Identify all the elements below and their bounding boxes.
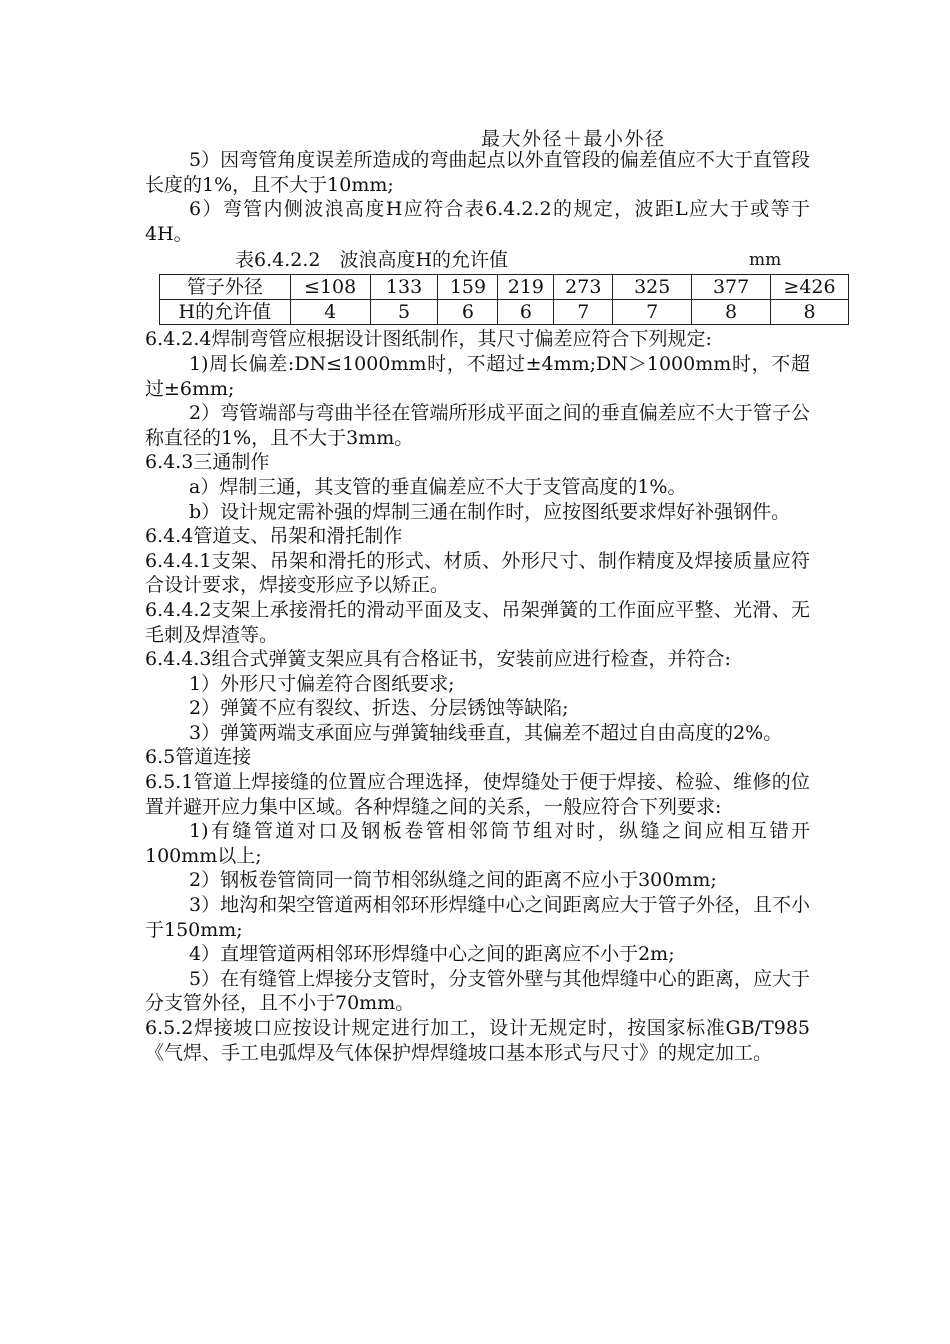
paragraphs-before-table (145, 148, 810, 246)
table-caption: 表6.4.2.2 波浪高度H的允许值 (235, 249, 509, 272)
paragraphs-after-table (145, 327, 810, 1065)
table-cell: H的允许值 (160, 300, 291, 325)
paragraph: 6）弯管内侧波浪高度H应符合表6.4.2.2的规定，波距L应大于或等于4H。 (145, 198, 810, 245)
table-cell: ≤108 (290, 275, 370, 300)
paragraph: 3）地沟和架空管道两相邻环形焊缝中心之间距离应大于管子外径，且不小于150mm; (145, 894, 810, 941)
paragraph: 6.4.2.4焊制弯管应根据设计图纸制作，其尺寸偏差应符合下列规定: (145, 328, 712, 351)
table-cell: 325 (613, 275, 692, 300)
paragraph: 1)有缝管道对口及钢板卷管相邻筒节组对时，纵缝之间应相互错开100mm以上; (145, 820, 810, 867)
paragraph: 6.5管道连接 (145, 746, 252, 769)
table-row-pipe-diameter (160, 275, 849, 300)
table-cell: 159 (438, 275, 498, 300)
table-cell: ≥426 (771, 275, 849, 300)
table-cell: 5 (370, 300, 438, 325)
paragraph: 4）直埋管道两相邻环形焊缝中心之间的距离应不小于2m; (189, 943, 675, 966)
table-cell: 219 (498, 275, 554, 300)
paragraph: 1）外形尺寸偏差符合图纸要求; (189, 672, 455, 695)
paragraph: a）焊制三通，其支管的垂直偏差应不大于支管高度的1%。 (189, 475, 687, 498)
paragraph: 6.4.4管道支、吊架和滑托制作 (145, 525, 403, 548)
paragraph: b）设计规定需补强的焊制三通在制作时，应按图纸要求焊好补强钢件。 (189, 500, 791, 523)
paragraph: 6.4.4.1支架、吊架和滑托的形式、材质、外形尺寸、制作精度及焊接质量应符合设计要求，焊接变形应予以矫正。 (145, 549, 810, 597)
table-cell: 6 (438, 300, 498, 325)
table-title-row (145, 248, 810, 270)
table-cell: 4 (290, 300, 370, 325)
table-row-allowed-h (160, 300, 849, 325)
table-cell: 377 (692, 275, 771, 300)
paragraph: 1)周长偏差:DN≤1000mm时，不超过±4mm;DN＞1000mm时，不超过±6mm; (145, 352, 810, 400)
paragraph: 6.5.1管道上焊接缝的位置应合理选择，使焊缝处于便于焊接、检验、维修的位置并避开应力集中区域。各种焊缝之间的关系，一般应符合下列要求: (145, 771, 810, 818)
table-cell: 8 (771, 300, 849, 325)
table-cell: 7 (554, 300, 613, 325)
table-cell: 管子外径 (160, 275, 291, 300)
paragraph: 2）钢板卷管筒同一筒节相邻纵缝之间的距离不应小于300mm; (189, 869, 717, 892)
table-cell: 273 (554, 275, 613, 300)
paragraph: 5）因弯管角度误差所造成的弯曲起点以外直管段的偏差值应不大于直管段长度的1%，且不大于10mm; (145, 149, 810, 196)
paragraph: 2）弯管端部与弯曲半径在管端所形成平面之间的垂直偏差应不大于管子公称直径的1%，且不大于3mm。 (145, 402, 810, 449)
table-cell: 6 (498, 300, 554, 325)
wave-height-table (159, 274, 849, 325)
paragraph: 5）在有缝管上焊接分支管时，分支管外壁与其他焊缝中心的距离，应大于分支管外径，且不小于70mm。 (145, 967, 810, 1015)
paragraph: 2）弹簧不应有裂纹、折迭、分层锈蚀等缺陷; (189, 697, 569, 720)
paragraph: 3）弹簧两端支承面应与弹簧轴线垂直，其偏差不超过自由高度的2%。 (189, 721, 783, 744)
formula-line: 最大外径＋最小外径 (481, 128, 666, 150)
table-cell: 133 (370, 275, 438, 300)
table-unit: mm (749, 250, 782, 271)
paragraph: 6.4.3三通制作 (145, 451, 270, 474)
document-body (145, 148, 836, 1065)
paragraph: 6.4.4.3组合式弹簧支架应具有合格证书，安装前应进行检查，并符合: (145, 648, 731, 671)
table-cell: 8 (692, 300, 771, 325)
table-cell: 7 (613, 300, 692, 325)
paragraph: 6.4.4.2支架上承接滑托的滑动平面及支、吊架弹簧的工作面应平整、光滑、无毛刺及焊渣等。 (145, 598, 810, 646)
paragraph: 6.5.2焊接坡口应按设计规定进行加工，设计无规定时，按国家标准GB/T985《气焊、手工电弧焊及气体保护焊焊缝坡口基本形式与尺寸》的规定加工。 (145, 1017, 810, 1064)
